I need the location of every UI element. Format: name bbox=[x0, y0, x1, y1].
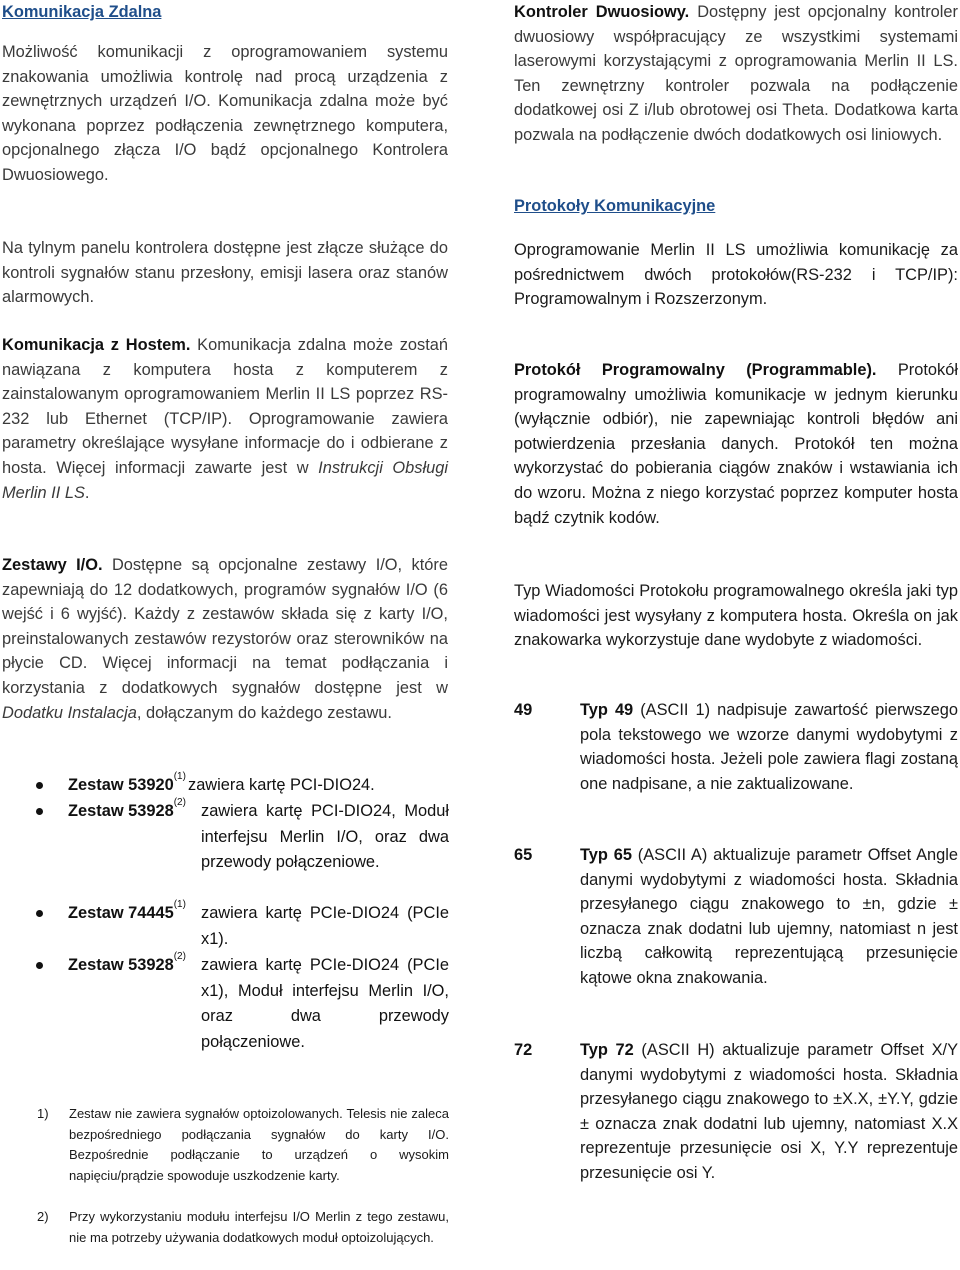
type-description: Typ 72 (ASCII H) aktualizuje parametr Offset X/Y danymi wydobytymi z wiadomości hosta. Składnia przesyłanego ciągu znakowego to ±X.X, ±Y.Y, gdzie ± oznacza znak dodatni lub ujemny, natomiast X.X reprezentuje przesunięcie osi X, Y.Y reprezentuje przesunięcie osi Y. bbox=[580, 1041, 959, 1182]
io-sets-paragraph bbox=[2, 553, 448, 725]
type-number: 49 bbox=[514, 701, 533, 719]
bullet-icon bbox=[36, 782, 43, 789]
bullet-icon bbox=[36, 910, 43, 917]
type-number: 72 bbox=[514, 1041, 533, 1059]
type-description: Typ 65 (ASCII A) aktualizuje parametr Offset Angle danymi wydobytymi z wiadomości hosta. Składnia przesyłanego ciągu znakowego to ±n, gdzie ± oznacza znak dodatni lub ujemny, natomiast n jest liczbą całkowitą reprezentującą przesunięcie kątowe okna znakowania. bbox=[580, 846, 958, 987]
kit-description: zawiera kartę PCI-DIO24. bbox=[188, 776, 375, 794]
host-paragraph bbox=[2, 333, 448, 505]
kit-name: Zestaw 53928$^{(2)}$ bbox=[68, 797, 186, 820]
type-number: 65 bbox=[514, 846, 533, 864]
io-sets-text: Dostępne są opcjonalne zestawy I/O, które zapewniają do 12 dodatkowych, programów sygnałów I/O (6 wejść i 6 wyjść). Każdy z zestawów składa się z karty I/O, preinstalowanych zestawów rezystorów oraz sterowników na płycie CD. Więcej informacji na temat podłączania i korzystania z dodatkowych sygnałów dostępne jest w bbox=[2, 556, 448, 697]
footnote-text: Przy wykorzystaniu modułu interfejsu I/O Merlin z tego zestawu, nie ma potrzeby używania dodatkowych moduł optoizolujących. bbox=[69, 1209, 449, 1245]
controller-text: Dostępny jest opcjonalny kontroler dwuosiowy współpracujący ze wszystkimi systemami laserowymi korzystającymi z oprogramowania Merlin II LS. Ten zewnętrzny kontroler pozwala na podłączenie dodatkowej osi Z i/lub obrotowej osi Theta. Dodatkowa karta pozwala na podłączenie dwóch dodatkowych osi liniowych. bbox=[514, 3, 959, 144]
host-manual-ref: Instrukcji Obsługi Merlin II LS bbox=[2, 458, 448, 502]
type-description: Typ 49 (ASCII 1) nadpisuje zawartość pierwszego pola tekstowego we wzorze danymi wydobytymi z wiadomości hosta. Jeżeli pole zawiera flagi zostaną one nadpisane, a nie zaktualizowane. bbox=[580, 701, 958, 793]
programmable-protocol-paragraph bbox=[514, 358, 958, 530]
controller-paragraph bbox=[514, 0, 958, 148]
host-end: . bbox=[84, 483, 90, 502]
programmable-text: Protokół programowalny umożliwia komunikacje w jednym kierunku (wyłącznie odbiór), nie zapewniając kontroli błędów ani potwierdzenia przesłania danych. Protokół ten można wykorzystać do pobierania ciągów znaków i wstawiania ich do wzoru. Można z niego korzystać poprzez komputer hosta bądź czytnik kodów. bbox=[514, 361, 958, 527]
bullet-icon bbox=[36, 962, 43, 969]
panel-paragraph: Na tylnym panelu kontrolera dostępne jest złącze służące do kontroli sygnałów stanu przesłony, emisji lasera oraz stanów alarmowych. bbox=[2, 239, 448, 307]
bullet-icon bbox=[36, 808, 43, 815]
footnote-text: Zestaw nie zawiera sygnałów optoizolowanych. Telesis nie zaleca bezpośredniego podłączania sygnałów do karty I/O. Bezpośrednie podłączanie to urządzeń o wysokim napięciu/prądzie spowoduje uszkodzenie karty. bbox=[69, 1106, 449, 1183]
protocols-intro: Oprogramowanie Merlin II LS umożliwia komunikację za pośrednictwem dwóch protokołów(RS-232 i TCP/IP): Programowalnym i Rozszerzonym. bbox=[514, 241, 958, 309]
programmable-title: Protokół Programowalny (Programmable). bbox=[514, 361, 877, 379]
kit-name: Zestaw 53920$^{(1)}$ bbox=[68, 771, 186, 794]
footnote-number: 2) bbox=[37, 1209, 49, 1224]
io-sets-title: Zestawy I/O. bbox=[2, 556, 103, 574]
io-sets-end: , dołączanym do każdego zestawu. bbox=[136, 703, 392, 722]
kit-description: zawiera kartę PCI-DIO24, Moduł interfejsu Merlin I/O, oraz dwa przewody połączeniowe. bbox=[201, 802, 449, 871]
section-heading-remote-communication: Komunikacja Zdalna bbox=[2, 3, 162, 21]
kit-description: zawiera kartę PCIe-DIO24 (PCIe x1), Moduł interfejsu Merlin I/O, oraz dwa przewody połączeniowe. bbox=[201, 956, 449, 1051]
message-type-paragraph: Typ Wiadomości Protokołu programowalnego określa jaki typ wiadomości jest wysyłany z komputera hosta. Określa on jak znakowarka wykorzystuje dane wydobyte z wiadomości. bbox=[514, 582, 958, 650]
intro-paragraph: Możliwość komunikacji z oprogramowaniem systemu znakowania umożliwia kontrolę nad procą urządzenia z zewnętrznych urządzeń I/O. Komunikacja zdalna może być wykonana poprzez podłączenia zewnętrznego komputera, opcjonalnego złącza I/O bądź opcjonalnego Kontrolera Dwuosiowego. bbox=[2, 43, 448, 184]
kit-name: Zestaw 74445$^{(1)}$ bbox=[68, 899, 186, 922]
kit-name: Zestaw 53928$^{(2)}$ bbox=[68, 951, 186, 974]
kit-description: zawiera kartę PCIe-DIO24 (PCIe x1). bbox=[201, 904, 449, 948]
footnote-number: 1) bbox=[37, 1106, 49, 1121]
host-title: Komunikacja z Hostem. bbox=[2, 336, 191, 354]
section-heading-protocols: Protokoły Komunikacyjne bbox=[514, 197, 716, 215]
io-sets-appendix-ref: Dodatku Instalacja bbox=[2, 703, 137, 722]
host-text: Komunikacja zdalna może zostań nawiązana z komputera hosta z komputerem z zainstalowanym oprogramowaniem Merlin II LS poprzez RS-232 lub Ethernet (TCP/IP). Oprogramowanie zawiera parametry określające wysyłane informacje do i odbierane z hosta. Więcej informacji zawarte jest w bbox=[2, 336, 448, 477]
controller-title: Kontroler Dwuosiowy. bbox=[514, 3, 690, 21]
